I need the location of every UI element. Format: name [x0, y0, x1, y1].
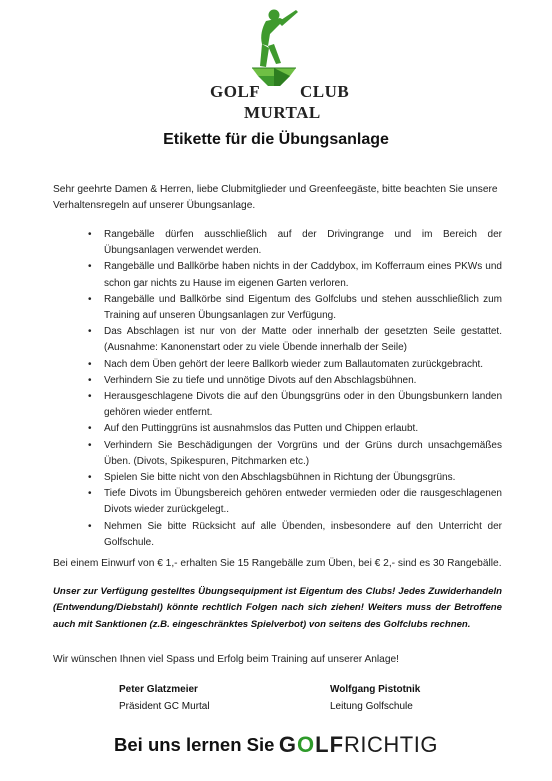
slogan-golf: [279, 732, 344, 757]
list-item: • Auf den Puttinggrüns ist ausnahmslos das Putten und Chippen erlaubt.: [70, 421, 502, 437]
signature-role: Leitung Golfschule: [330, 701, 413, 712]
club-logo: [0, 0, 552, 135]
footer-slogan: [0, 732, 552, 762]
slogan-golf-o: O: [297, 732, 316, 757]
signature-name: Wolfgang Pistotnik: [330, 684, 421, 695]
logo-golf-text: GOLF: [210, 82, 261, 101]
slogan-golf-g: G: [278, 732, 297, 757]
list-item: • Nach dem Üben gehört der leere Ballkorb wieder zum Ballautomaten zurückgebracht.: [70, 357, 502, 373]
list-item: • Nehmen Sie bitte Rücksicht auf alle Übenden, insbesondere auf den Unterricht der Golfschule.: [70, 519, 502, 551]
list-item: • Rangebälle und Ballkörbe haben nichts in der Caddybox, im Kofferraum eines PKWs und schon gar nichts zu Hause im eigenen Garten verloren.: [70, 259, 502, 291]
list-item: • Das Abschlagen ist nur von der Matte oder innerhalb der gesetzten Seile gestattet. (Ausnahme: Kanonenstart oder zu viele Übende innerhalb der Seile): [70, 324, 502, 356]
slogan-richtig: RICHTIG: [344, 732, 438, 757]
list-item: • Rangebälle dürfen ausschließlich auf der Drivingrange und im Bereich der Übungsanlagen verwendet werden.: [70, 227, 502, 259]
rules-list: [70, 227, 502, 551]
list-item: • Spielen Sie bitte nicht von den Abschlagsbühnen in Richtung der Übungsgrüns.: [70, 470, 502, 486]
list-item: • Tiefe Divots im Übungsbereich gehören entweder vermieden oder die rausgeschlagenen Divots wieder zurückgelegt..: [70, 486, 502, 518]
slogan-golf-lf: LF: [315, 732, 345, 757]
signature-golf-school: [330, 681, 420, 715]
list-item: • Verhindern Sie zu tiefe und unnötige Divots auf den Abschlagsbühnen.: [70, 373, 502, 389]
list-item: • Verhindern Sie Beschädigungen der Vorgrüns und der Grüns durch unsachgemäßes Üben. (Divots, Spikespuren, Pitchmarken etc.): [70, 438, 502, 470]
slogan-lead: Bei uns lernen Sie: [114, 734, 275, 755]
warning-notice: Unser zur Verfügung gestelltes Übungsequipment ist Eigentum des Clubs! Jedes Zuwiderhandeln (Entwendung/Diebstahl) könnte rechtlich Folgen nach sich ziehen! Weiters muss der Betroffene auch mit Sanktionen (z.B. eingeschränktes Spielverbot) von seitens des Golfclubs rechnen.: [53, 586, 502, 630]
list-item: • Rangebälle und Ballkörbe sind Eigentum des Golfclubs und stehen ausschließlich zum Training auf unseren Übungsanlagen zur Verfügung.: [70, 292, 502, 324]
signature-name: Peter Glatzmeier: [119, 684, 198, 695]
signature-role: Präsident GC Murtal: [119, 701, 210, 712]
price-info: Bei einem Einwurf von € 1,- erhalten Sie 15 Rangebälle zum Üben, bei € 2,- sind es 30 Rangebälle.: [53, 558, 502, 569]
list-item: • Herausgeschlagene Divots die auf den Übungsgrüns oder in den Übungsbunkern landen gehören wieder entfernt.: [70, 389, 502, 421]
logo-club-text: CLUB: [300, 82, 350, 101]
logo-murtal-text: MURTAL: [244, 103, 321, 122]
page-title: Etikette für die Übungsanlage: [163, 131, 389, 148]
closing-wish: Wir wünschen Ihnen viel Spass und Erfolg beim Training auf unserer Anlage!: [53, 654, 400, 665]
signature-president: [119, 681, 210, 715]
golfer-diamond-logo-icon: [200, 6, 350, 86]
intro-paragraph: Sehr geehrte Damen & Herren, liebe Clubmitglieder und Greenfeegäste, bitte beachten Sie unsere Verhaltensregeln auf unserer Übungsanlage.: [53, 184, 498, 211]
